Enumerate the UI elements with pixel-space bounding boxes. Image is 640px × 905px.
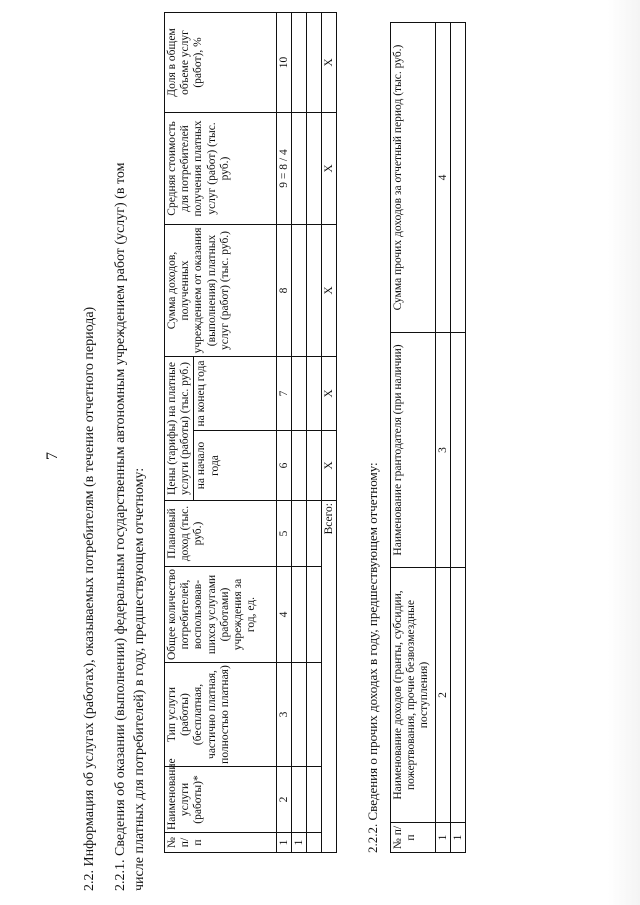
header-row [391,23,436,853]
cell-service-name [292,767,307,833]
col-header-grantor: Наименование грантодателя (при наличии) [391,333,436,568]
total-price-start: X [322,431,337,501]
cell-price-end [292,356,307,430]
cell-consumers [307,567,322,663]
colnum-5: 5 [277,501,292,567]
total-share: X [322,12,337,112]
colnum-2: 2 [436,568,451,823]
column-numbers-row [277,12,292,852]
cell-average-cost [307,112,322,224]
colnum-3: 3 [436,333,451,568]
colnum-8: 8 [277,224,292,356]
row-number [307,833,322,853]
column-numbers-row [436,23,451,853]
total-average-cost: X [322,112,337,224]
col-header-number: № п/п [391,823,436,853]
services-table [164,12,337,853]
cell-service-type [307,663,322,767]
col-header-price-start: на начало года [194,431,277,501]
colnum-2: 2 [277,767,292,833]
page-number: 7 [44,452,61,460]
cell-service-type [292,663,307,767]
colnum-1: 1 [277,833,292,853]
cell-income-name [451,568,466,823]
total-label: Всего: [322,501,337,853]
sub2-heading: 2.2.2. Сведения о прочих доходах в году, предшествующем отчетному: [365,462,380,853]
colnum-1: 1 [436,823,451,853]
cell-share [307,12,322,112]
cell-average-cost [292,112,307,224]
col-header-service-type: Тип услуги (работы) (бесплатная, частично платная, полностью платная) [165,663,277,767]
colnum-4: 4 [277,567,292,663]
col-header-number: № п/п [165,833,277,853]
cell-grantor [451,333,466,568]
total-price-end: X [322,356,337,430]
cell-service-name [307,767,322,833]
colnum-7: 7 [277,356,292,430]
sub1-heading-line1: 2.2.1. Сведения об оказании (выполнении) федеральным государственным автономным учреждением работ (услуг) (в том [113,162,128,891]
col-header-income-sum: Сумма доходов, полученных учреждением от оказания (выполнения) платных услуг (работ) (тыс. руб.) [165,224,277,356]
cell-price-start [292,431,307,501]
col-header-average-cost: Средняя стоимость для потребителей получения платных услуг (работ) (тыс. руб.) [165,112,277,224]
other-income-table [390,22,466,853]
colnum-9: 9 = 8 / 4 [277,112,292,224]
table-row [307,12,322,852]
col-header-prices: Цены (тарифы) на платные услуги (работы) (тыс. руб.) [165,356,194,500]
colnum-3: 3 [277,663,292,767]
row-number: 1 [292,833,307,853]
cell-consumers [292,567,307,663]
cell-other-income-sum [451,23,466,333]
cell-price-start [307,431,322,501]
table-row [292,12,307,852]
header-row [165,12,194,852]
col-header-other-income-sum: Сумма прочих доходов за отчетный период (тыс. руб.) [391,23,436,333]
cell-planned-income [307,501,322,567]
cell-price-end [307,356,322,430]
col-header-price-end: на конец года [194,356,277,430]
col-header-consumers: Общее количество потребителей, воспользовав-шихся услугами (работами) учреждения за год, ед. [165,567,277,663]
col-header-service-name: Наименование услуги (работы)* [165,767,277,833]
col-header-share: Доля в общем объеме услуг (работ), % [165,12,277,112]
sub1-heading-line2: числе платных для потребителей) в году, предшествующем отчетному: [132,467,147,891]
section-title: 2.2. Информация об услугах (работах), оказываемых потребителям (в течение отчетного периода) [82,306,97,891]
colnum-6: 6 [277,431,292,501]
cell-planned-income [292,501,307,567]
cell-income-sum [307,224,322,356]
colnum-10: 10 [277,12,292,112]
col-header-planned-income: Плановый доход (тыс. руб.) [165,501,277,567]
cell-share [292,12,307,112]
total-row [322,12,337,852]
colnum-4: 4 [436,23,451,333]
table-row [451,23,466,853]
cell-income-sum [292,224,307,356]
total-income-sum: X [322,224,337,356]
col-header-income-name: Наименование доходов (гранты, субсидии, пожертвования, прочие безвозмездные поступления) [391,568,436,823]
row-number: 1 [451,823,466,853]
